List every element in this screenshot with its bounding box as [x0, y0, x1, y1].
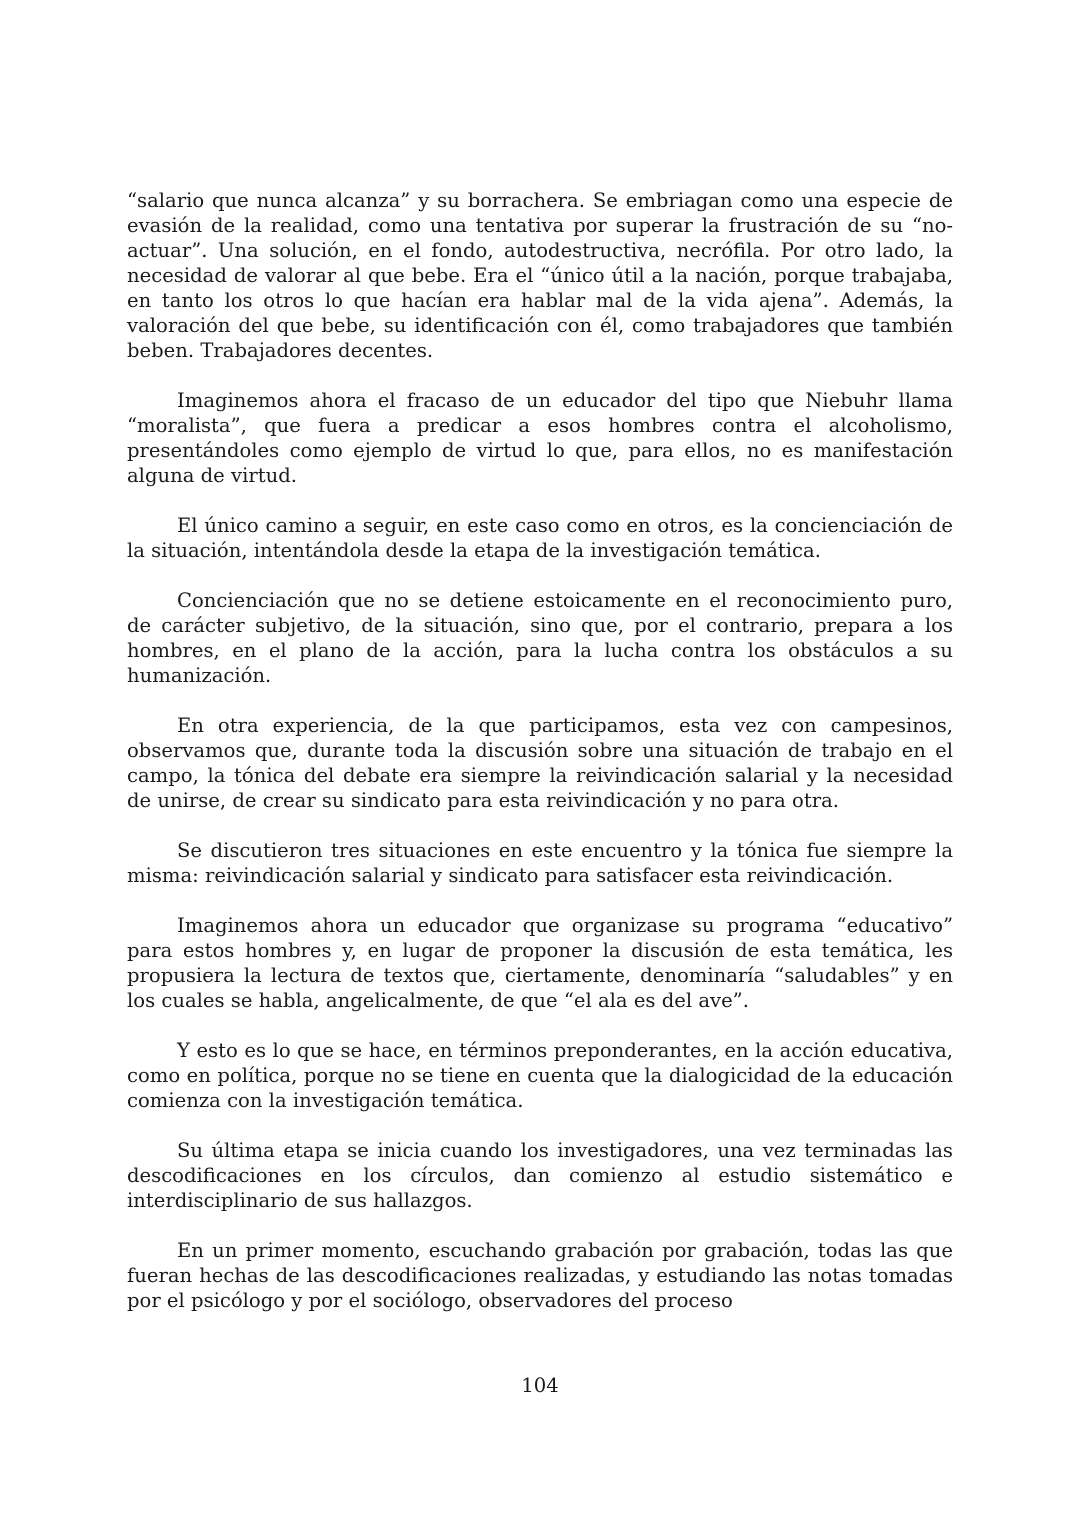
paragraph-3: El único camino a seguir, en este caso como en otros, es la concienciación de la situación, intentándola desde la etapa de la investigación temática.: [127, 514, 953, 562]
paragraph-8: Y esto es lo que se hace, en términos preponderantes, en la acción educativa, como en política, porque no se tiene en cuenta que la dialogicidad de la educación comienza con la investigación temática.: [127, 1039, 953, 1112]
paragraph-9: Su última etapa se inicia cuando los investigadores, una vez terminadas las descodificaciones en los círculos, dan comienzo al estudio sistemático e interdisciplinario de sus hallazgos.: [127, 1139, 953, 1212]
body-text: [127, 188, 953, 1313]
paragraph-2: Imaginemos ahora el fracaso de un educador del tipo que Niebuhr llama “moralista”, que fuera a predicar a esos hombres contra el alcoholismo, presentándoles como ejemplo de virtud lo que, para ellos, no es manifestación alguna de virtud.: [127, 389, 953, 487]
paragraph-6: Se discutieron tres situaciones en este encuentro y la tónica fue siempre la misma: reivindicación salarial y sindicato para satisfacer esta reivindicación.: [127, 839, 953, 887]
paragraph-7: Imaginemos ahora un educador que organizase su programa “educativo” para estos hombres y, en lugar de proponer la discusión de esta temática, les propusiera la lectura de textos que, ciertamente, denominaría “saludables” y en los cuales se habla, angelicalmente, de que “el ala es del ave”.: [127, 914, 953, 1012]
paragraph-1: “salario que nunca alcanza” y su borrachera. Se embriagan como una especie de evasión de la realidad, como una tentativa por superar la frustración de su “no-actuar”. Una solución, en el fondo, autodestructiva, necrófila. Por otro lado, la necesidad de valorar al que bebe. Era el “único útil a la nación, porque trabajaba, en tanto los otros lo que hacían era hablar mal de la vida ajena”. Además, la valoración del que bebe, su identificación con él, como trabajadores que también beben. Trabajadores decentes.: [127, 189, 953, 362]
paragraph-5: En otra experiencia, de la que participamos, esta vez con campesinos, observamos que, durante toda la discusión sobre una situación de trabajo en el campo, la tónica del debate era siempre la reivindicación salarial y la necesidad de unirse, de crear su sindicato para esta reivindicación y no para otra.: [127, 714, 953, 812]
page-number: 104: [521, 1374, 559, 1397]
paragraph-4: Concienciación que no se detiene estoicamente en el reconocimiento puro, de carácter subjetivo, de la situación, sino que, por el contrario, prepara a los hombres, en el plano de la acción, para la lucha contra los obstáculos a su humanización.: [127, 589, 953, 687]
paragraph-10: En un primer momento, escuchando grabación por grabación, todas las que fueran hechas de las descodificaciones realizadas, y estudiando las notas tomadas por el psicólogo y por el sociólogo, observadores del proceso: [127, 1239, 953, 1312]
